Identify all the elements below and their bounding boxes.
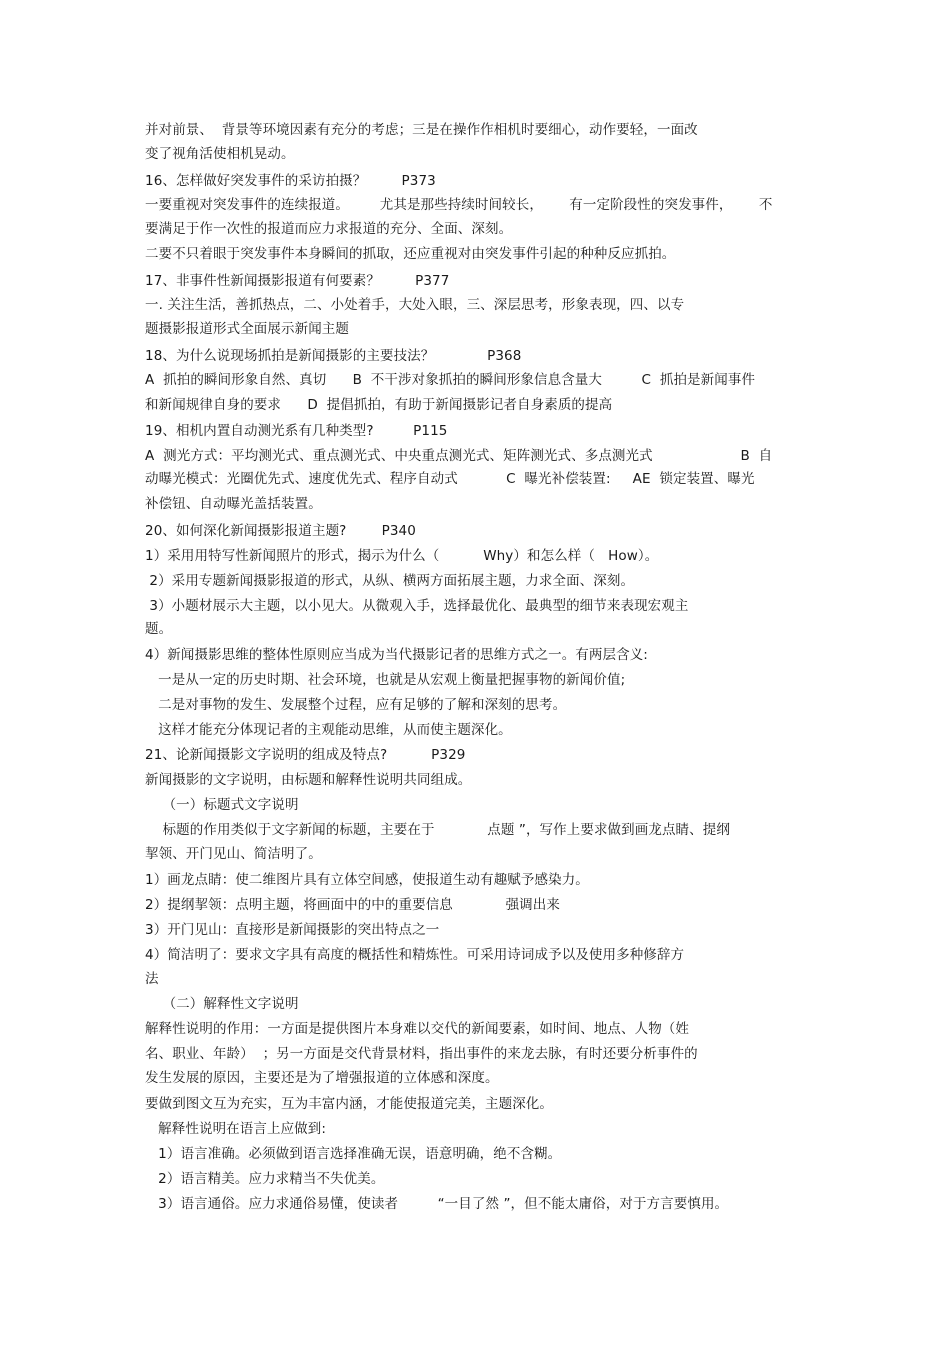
text-line: 法 xyxy=(145,971,159,987)
text-line: 2）提纲挈领：点明主题，将画面中的中的重要信息 强调出来 xyxy=(145,897,560,913)
text-line: 新闻摄影的文字说明，由标题和解释性说明共同组成。 xyxy=(145,772,472,788)
text-line: 这样才能充分体现记者的主观能动思维，从而使主题深化。 xyxy=(145,722,512,738)
text-line: 3）开门见山：直接形是新闻摄影的突出特点之一 xyxy=(145,922,440,938)
text-line: 要满足于作一次性的报道而应力求报道的充分、全面、深刻。 xyxy=(145,221,513,237)
text-line: 标题的作用类似于文字新闻的标题，主要在于 点题 ”，写作上要求做到画龙点睛、提纲 xyxy=(145,822,730,838)
text-line: 二是对事物的发生、发展整个过程，应有足够的了解和深刻的思考。 xyxy=(145,697,567,713)
text-line: 名、职业、年龄） ；另一方面是交代背景材料，指出事件的来龙去脉，有时还要分析事件的 xyxy=(145,1046,698,1062)
text-line: 题摄影报道形式全面展示新闻主题 xyxy=(145,321,349,337)
section-heading: （一）标题式文字说明 xyxy=(145,797,299,813)
text-line: 1）语言准确。必须做到语言选择准确无误，语意明确，绝不含糊。 xyxy=(145,1146,562,1162)
text-line: 一要重视对突发事件的连续报道。 尤其是那些持续时间较长， 有一定阶段性的突发事件， 不 xyxy=(145,197,773,213)
text-line: 要做到图文互为充实，互为丰富内涵，才能使报道完美，主题深化。 xyxy=(145,1096,553,1112)
question-heading: 19、相机内置自动测光系有几种类型? P115 xyxy=(145,423,448,439)
text-line: 一. 关注生活，善抓热点，二、小处着手，大处入眼，三、深层思考，形象表现，四、以专 xyxy=(145,297,685,313)
question-heading: 17、非事件性新闻摄影报道有何要素？ P377 xyxy=(145,273,450,289)
question-heading: 20、如何深化新闻摄影报道主题? P340 xyxy=(145,523,416,539)
text-line: 题。 xyxy=(145,621,173,637)
text-line: 解释性说明的作用：一方面是提供图片本身难以交代的新闻要素，如时间、地点、人物（姓 xyxy=(145,1021,689,1037)
text-line: 二要不只着眼于突发事件本身瞬间的抓取，还应重视对由突发事件引起的种种反应抓拍。 xyxy=(145,246,676,262)
text-line: 发生发展的原因，主要还是为了增强报道的立体感和深度。 xyxy=(145,1070,499,1086)
text-line: A 抓拍的瞬间形象自然、真切 B 不干涉对象抓拍的瞬间形象信息含量大 C 抓拍是新闻事件 xyxy=(145,372,756,388)
text-line: 3）语言通俗。应力求通俗易懂，使读者 “一目了然 ”，但不能太庸俗，对于方言要慎用。 xyxy=(145,1196,729,1212)
text-line: 挈领、开门见山、简洁明了。 xyxy=(145,846,322,862)
text-line: 4）简洁明了：要求文字具有高度的概括性和精炼性。可采用诗词成予以及使用多种修辞方 xyxy=(145,947,685,963)
text-line: 解释性说明在语言上应做到: xyxy=(145,1121,327,1137)
text-line: 一是从一定的历史时期、社会环境，也就是从宏观上衡量把握事物的新闻价值; xyxy=(145,672,626,688)
question-heading: 21、论新闻摄影文字说明的组成及特点? P329 xyxy=(145,747,466,763)
text-line: 3）小题材展示大主题，以小见大。从微观入手，选择最优化、最典型的细节来表现宏观主 xyxy=(145,598,689,614)
text-line: 并对前景、 背景等环境因素有充分的考虑；三是在操作作相机时要细心，动作要轻，一面改 xyxy=(145,122,698,138)
question-heading: 18、为什么说现场抓拍是新闻摄影的主要技法？ P368 xyxy=(145,348,522,364)
text-line: 1）采用用特写性新闻照片的形式，揭示为什么（ Why）和怎么样（ How）。 xyxy=(145,548,659,564)
text-line: 变了视角活使相机晃动。 xyxy=(145,146,295,162)
text-line: 动曝光模式：光圈优先式、速度优先式、程序自动式 C 曝光补偿装置: AE 锁定装置、曝光 xyxy=(145,471,755,487)
text-line: A 测光方式：平均测光式、重点测光式、中央重点测光式、矩阵测光式、多点测光式 B 自 xyxy=(145,448,773,464)
text-line: 2）采用专题新闻摄影报道的形式，从纵、横两方面拓展主题，力求全面、深刻。 xyxy=(145,573,635,589)
question-heading: 16、怎样做好突发事件的采访拍摄？ P373 xyxy=(145,173,436,189)
text-line: 4）新闻摄影思维的整体性原则应当成为当代摄影记者的思维方式之一。有两层含义: xyxy=(145,647,648,663)
text-line: 和新闻规律自身的要求 D 提倡抓拍，有助于新闻摄影记者自身素质的提高 xyxy=(145,397,613,413)
section-heading: （二）解释性文字说明 xyxy=(145,996,299,1012)
text-line: 补偿钮、自动曝光盖括装置。 xyxy=(145,496,322,512)
text-line: 1）画龙点睛：使二维图片具有立体空间感，使报道生动有趣赋予感染力。 xyxy=(145,872,589,888)
text-line: 2）语言精美。应力求精当不失优美。 xyxy=(145,1171,385,1187)
